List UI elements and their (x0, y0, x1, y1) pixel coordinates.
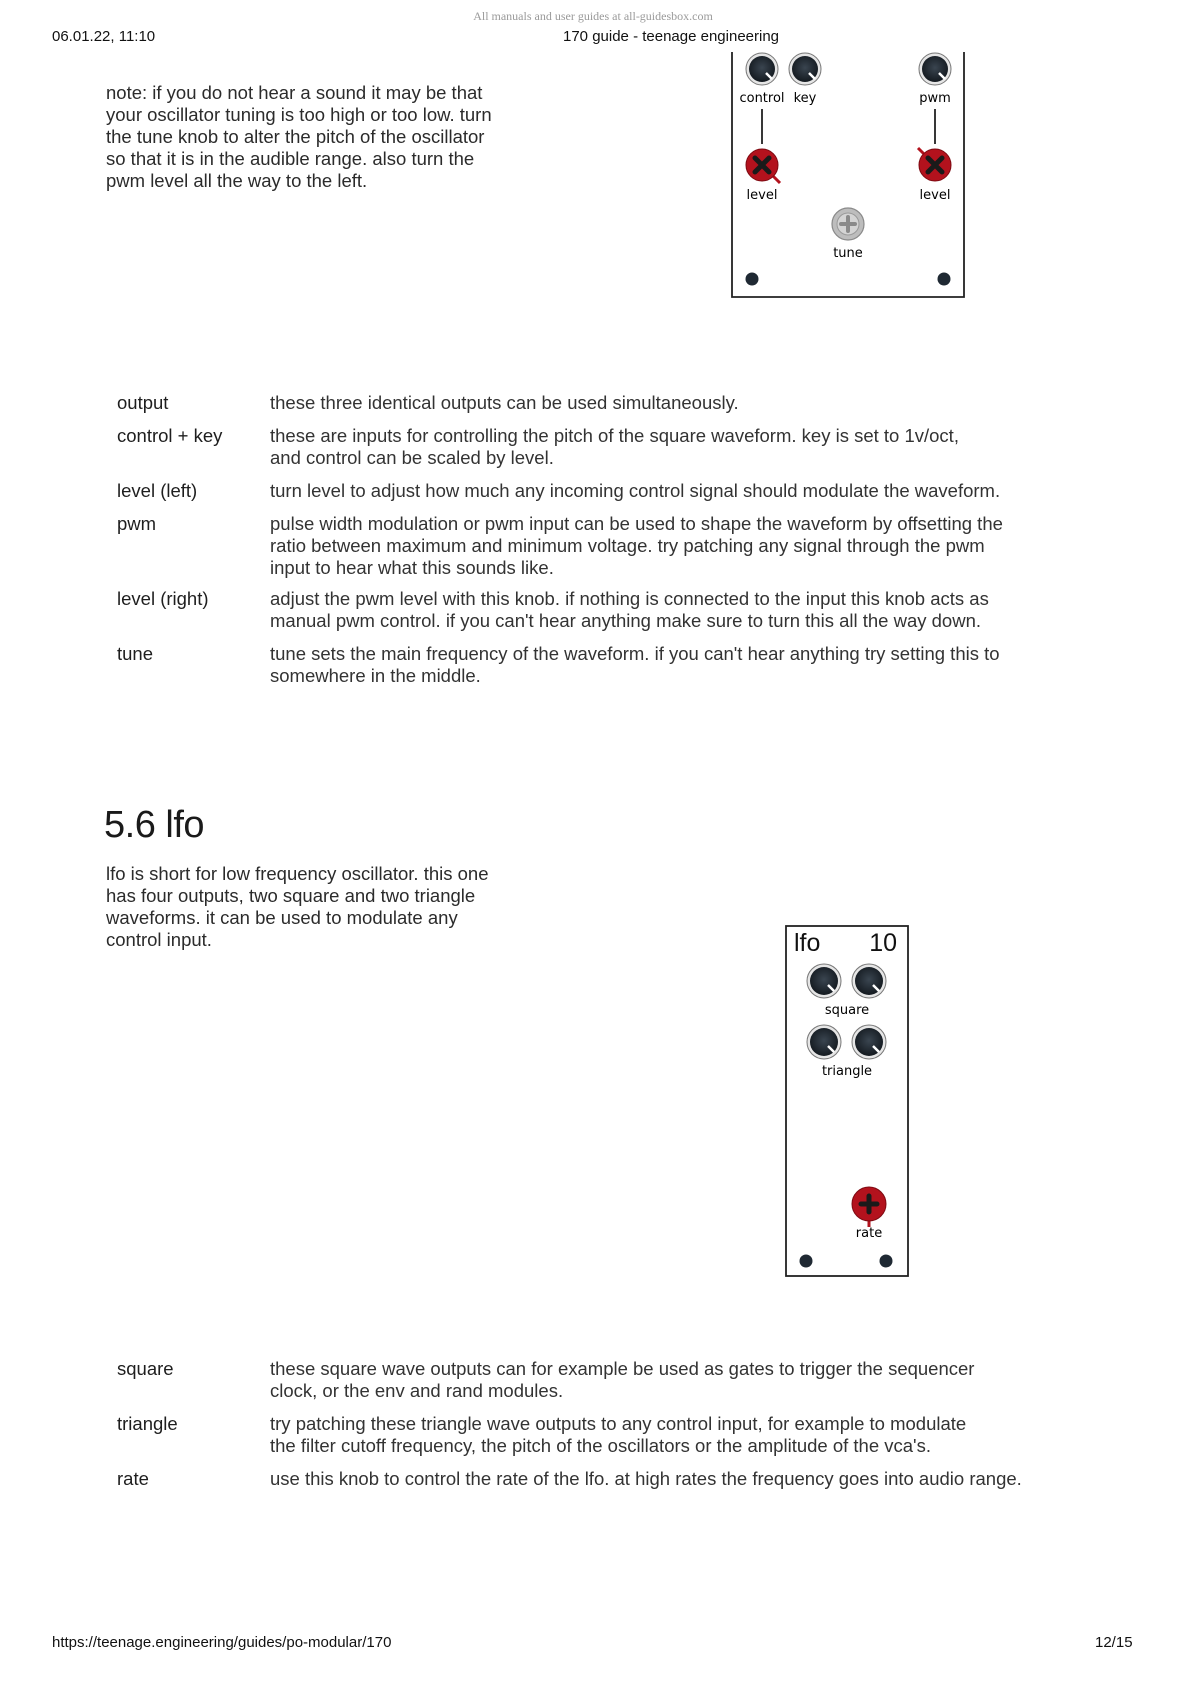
note-line: the tune knob to alter the pitch of the oscillator (106, 126, 485, 147)
note-line: your oscillator tuning is too high or too low. turn (106, 104, 492, 125)
lfo-module-number: 10 (869, 929, 897, 957)
screw-icon (746, 273, 759, 286)
lfo-module-name: lfo (794, 929, 821, 957)
pwm-jack (919, 53, 951, 85)
intro-line: has four outputs, two square and two triangle (106, 885, 476, 906)
definition-term: level (right) (117, 588, 209, 609)
screw-icon (880, 1255, 893, 1268)
screw-icon (938, 273, 951, 286)
definition-term: control + key (117, 425, 223, 446)
print-page-number: 12/15 (1095, 1634, 1133, 1651)
description-line: manual pwm control. if you can't hear anything make sure to turn this all the way down. (270, 610, 982, 631)
description-line: adjust the pwm level with this knob. if nothing is connected to the input this knob acts as (270, 588, 989, 609)
square-jack (807, 964, 841, 998)
definition-term: output (117, 392, 169, 413)
definition-term: square (117, 1358, 174, 1379)
description-line: the filter cutoff frequency, the pitch of the oscillators or the amplitude of the vca's. (270, 1435, 931, 1456)
print-datetime: 06.01.22, 11:10 (52, 28, 156, 45)
definition-term: rate (117, 1468, 149, 1489)
print-page-title: 170 guide - teenage engineering (563, 28, 780, 45)
control-jack (746, 53, 778, 85)
description-line: these three identical outputs can be used simultaneously. (270, 392, 739, 413)
definition-description (270, 643, 1000, 687)
definition-description (270, 392, 739, 414)
level-right-knob (918, 148, 951, 181)
square-jack (852, 964, 886, 998)
note-line: so that it is in the audible range. also turn the (106, 148, 475, 169)
definition-description (270, 425, 959, 469)
definition-description (270, 480, 1000, 502)
key-label: key (793, 91, 817, 106)
level-right-label: level (919, 188, 951, 203)
description-line: turn level to adjust how much any incoming control signal should modulate the waveform. (270, 480, 1001, 501)
intro-line: lfo is short for low frequency oscillator. this one (106, 863, 489, 884)
description-line: pulse width modulation or pwm input can be used to shape the waveform by offsetting the (270, 513, 1003, 534)
tune-label: tune (833, 246, 863, 261)
lfo-intro (106, 863, 489, 951)
description-line: use this knob to control the rate of the lfo. at high rates the frequency goes into audio range. (270, 1468, 1022, 1489)
oscillator-definitions (117, 392, 1057, 692)
oscillator-note (106, 82, 492, 192)
description-line: ratio between maximum and minimum voltage. try patching any signal through the pwm (270, 535, 985, 556)
tune-knob (832, 208, 864, 240)
definition-description (270, 588, 989, 632)
description-line: input to hear what this sounds like. (270, 557, 554, 578)
note-line: pwm level all the way to the left. (106, 170, 368, 191)
description-line: try patching these triangle wave outputs to any control input, for example to modulate (270, 1413, 967, 1434)
definition-description (270, 1358, 974, 1402)
intro-line: control input. (106, 929, 212, 950)
level-left-label: level (746, 188, 778, 203)
description-line: somewhere in the middle. (270, 665, 481, 686)
definition-term: tune (117, 643, 154, 664)
pwm-label: pwm (919, 91, 951, 106)
triangle-jack (852, 1025, 886, 1059)
control-label: control (739, 91, 785, 106)
triangle-jack (807, 1025, 841, 1059)
triangle-label: triangle (821, 1064, 873, 1079)
definition-term: level (left) (117, 480, 198, 501)
description-line: these square wave outputs can for example be used as gates to trigger the sequencer (270, 1358, 975, 1379)
definition-description (270, 513, 1003, 579)
description-line: tune sets the main frequency of the waveform. if you can't hear anything try setting this to (270, 643, 1000, 664)
intro-line: waveforms. it can be used to modulate any (106, 907, 458, 928)
note-line: note: if you do not hear a sound it may be that (106, 82, 483, 103)
print-url: https://teenage.engineering/guides/po-modular/170 (52, 1634, 392, 1651)
square-label: square (824, 1003, 870, 1018)
definition-description (270, 1468, 1022, 1490)
screw-icon (800, 1255, 813, 1268)
description-line: clock, or the env and rand modules. (270, 1380, 564, 1401)
watermark-text: All manuals and user guides at all-guidesbox.com (473, 9, 713, 23)
lfo-module-diagram (784, 924, 910, 1278)
definition-term: triangle (117, 1413, 178, 1434)
description-line: these are inputs for controlling the pitch of the square waveform. key is set to 1v/oct, (270, 425, 959, 446)
definition-term: pwm (117, 513, 157, 534)
rate-label: rate (855, 1226, 883, 1241)
oscillator-module-diagram (728, 52, 968, 302)
description-line: and control can be scaled by level. (270, 447, 554, 468)
key-jack (789, 53, 821, 85)
definition-description (270, 1413, 966, 1457)
lfo-section-title: 5.6 lfo (104, 804, 205, 846)
module-panel-outline (786, 926, 908, 1276)
lfo-definitions (117, 1358, 1057, 1508)
